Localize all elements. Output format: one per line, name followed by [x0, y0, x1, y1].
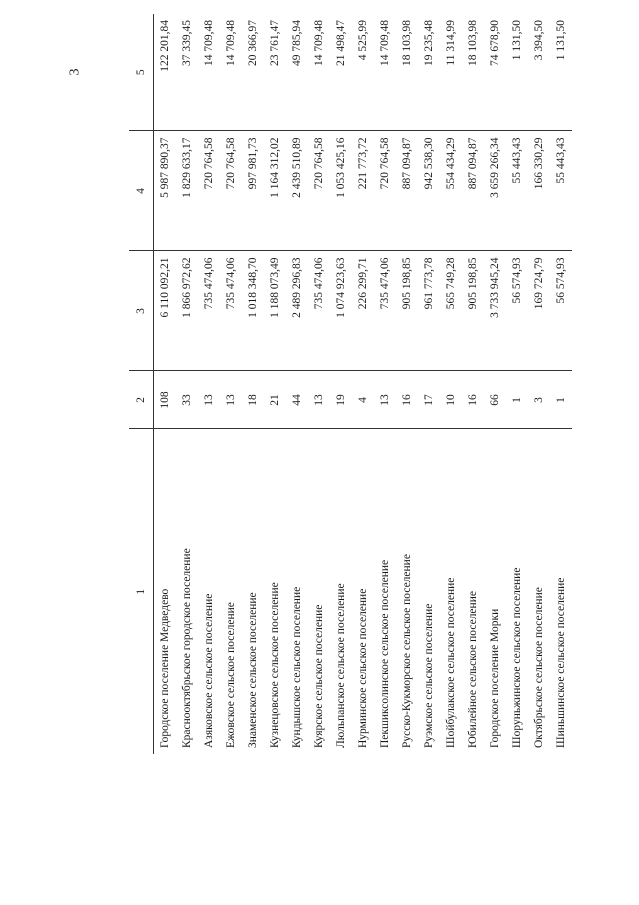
- table-row: [198, 14, 220, 754]
- amount-total-cell: 961 773,78: [418, 251, 440, 371]
- table-row: [286, 14, 308, 754]
- settlement-name-cell: Русско-Кукморское сельское поселение: [401, 554, 413, 748]
- amount-total-cell: 735 474,06: [374, 251, 396, 371]
- amount-total-cell: 735 474,06: [220, 251, 242, 371]
- amount-remainder-cell: 14 709,48: [220, 14, 242, 131]
- table-row: [418, 14, 440, 754]
- settlement-name-cell: Кузнецовское сельское поселение: [269, 582, 281, 748]
- table-row: [154, 14, 177, 754]
- table-row: [528, 14, 550, 754]
- amount-total-cell: 1 018 348,70: [242, 251, 264, 371]
- count-cell: 13: [308, 371, 330, 429]
- count-cell: 4: [352, 371, 374, 429]
- settlement-name-cell: Городское поселение Медведево: [159, 588, 171, 748]
- amount-remainder-cell: 122 201,84: [154, 14, 177, 131]
- amount-remainder-cell: 19 235,48: [418, 14, 440, 131]
- count-cell: 66: [484, 371, 506, 429]
- table-row: [220, 14, 242, 754]
- settlement-name-cell: Ежовское сельское поселение: [225, 602, 237, 748]
- table-row: [440, 14, 462, 754]
- settlement-name-cell: Шойбулакское сельское поселение: [445, 577, 457, 748]
- amount-remainder-cell: 21 498,47: [330, 14, 352, 131]
- amount-remainder-cell: 4 525,99: [352, 14, 374, 131]
- column-header-4: 4: [129, 131, 154, 251]
- table-row: [396, 14, 418, 754]
- settlement-name-cell: Знаменское сельское поселение: [247, 592, 259, 748]
- settlement-name-cell: Юбилейное сельское поселение: [467, 591, 479, 748]
- amount-total-cell: 565 749,28: [440, 251, 462, 371]
- settlement-name-cell: Шиньшинское сельское поселение: [555, 577, 567, 748]
- amount-total-cell: 905 198,85: [462, 251, 484, 371]
- amount-remainder-cell: 49 785,94: [286, 14, 308, 131]
- amount-remainder-cell: 18 103,98: [462, 14, 484, 131]
- settlement-name-cell: Краснооктябрьское городское поселение: [181, 548, 193, 748]
- amount-remainder-cell: 23 761,47: [264, 14, 286, 131]
- count-cell: 18: [242, 371, 264, 429]
- settlement-name-cell: Кундышское сельское поселение: [291, 586, 303, 748]
- column-header-2: 2: [129, 371, 154, 429]
- column-header-3: 3: [129, 251, 154, 371]
- amount-cell: 166 330,29: [528, 131, 550, 251]
- amount-cell: 942 538,30: [418, 131, 440, 251]
- settlement-name-cell: Люльпанское сельское поселение: [335, 583, 347, 748]
- amount-cell: 554 434,29: [440, 131, 462, 251]
- rotated-table-container: [129, 14, 573, 754]
- count-cell: 44: [286, 371, 308, 429]
- count-cell: 16: [396, 371, 418, 429]
- amount-remainder-cell: 14 709,48: [374, 14, 396, 131]
- amount-remainder-cell: 3 394,50: [528, 14, 550, 131]
- amount-cell: 3 659 266,34: [484, 131, 506, 251]
- amount-total-cell: 2 489 296,83: [286, 251, 308, 371]
- amount-remainder-cell: 14 709,48: [308, 14, 330, 131]
- table-row: [506, 14, 528, 754]
- amount-cell: 720 764,58: [308, 131, 330, 251]
- count-cell: 13: [198, 371, 220, 429]
- amount-remainder-cell: 37 339,45: [176, 14, 198, 131]
- count-cell: 21: [264, 371, 286, 429]
- table-row: [352, 14, 374, 754]
- amount-remainder-cell: 20 366,97: [242, 14, 264, 131]
- settlement-name-cell: Азяковское сельское поселение: [203, 593, 215, 748]
- amount-cell: 2 439 510,89: [286, 131, 308, 251]
- amount-total-cell: 735 474,06: [308, 251, 330, 371]
- amount-total-cell: 1 074 923,63: [330, 251, 352, 371]
- amount-cell: 1 053 425,16: [330, 131, 352, 251]
- amount-cell: 221 773,72: [352, 131, 374, 251]
- table-row: [330, 14, 352, 754]
- count-cell: 13: [374, 371, 396, 429]
- amount-cell: 720 764,58: [198, 131, 220, 251]
- settlement-name-cell: Шоруньжинское сельское поселение: [511, 567, 523, 748]
- count-cell: 3: [528, 371, 550, 429]
- table-row: [484, 14, 506, 754]
- amount-cell: 720 764,58: [220, 131, 242, 251]
- header-row: [129, 14, 154, 754]
- amount-total-cell: 1 188 073,49: [264, 251, 286, 371]
- amount-cell: 997 981,73: [242, 131, 264, 251]
- amount-cell: 887 094,87: [462, 131, 484, 251]
- table-row: [242, 14, 264, 754]
- page-number: 3: [67, 68, 83, 76]
- amount-total-cell: 56 574,93: [506, 251, 528, 371]
- amount-total-cell: 56 574,93: [550, 251, 572, 371]
- amount-cell: 887 094,87: [396, 131, 418, 251]
- amount-total-cell: 1 866 972,62: [176, 251, 198, 371]
- amount-total-cell: 905 198,85: [396, 251, 418, 371]
- subsidy-table: [129, 14, 572, 754]
- amount-remainder-cell: 74 678,90: [484, 14, 506, 131]
- count-cell: 108: [154, 371, 177, 429]
- count-cell: 1: [506, 371, 528, 429]
- amount-cell: 1 164 312,02: [264, 131, 286, 251]
- count-cell: 16: [462, 371, 484, 429]
- settlement-name-cell: Куярское сельское поселение: [313, 604, 325, 748]
- settlement-name-cell: Городское поселение Морки: [489, 608, 501, 748]
- count-cell: 1: [550, 371, 572, 429]
- count-cell: 10: [440, 371, 462, 429]
- table-row: [374, 14, 396, 754]
- amount-remainder-cell: 1 131,50: [506, 14, 528, 131]
- amount-total-cell: 6 110 092,21: [154, 251, 177, 371]
- amount-total-cell: 3 733 945,24: [484, 251, 506, 371]
- count-cell: 13: [220, 371, 242, 429]
- count-cell: 19: [330, 371, 352, 429]
- amount-total-cell: 169 724,79: [528, 251, 550, 371]
- table-row: [308, 14, 330, 754]
- amount-total-cell: 226 299,71: [352, 251, 374, 371]
- column-header-5: 5: [129, 14, 154, 131]
- settlement-name-cell: Руэмское сельское поселение: [423, 603, 435, 748]
- amount-total-cell: 735 474,06: [198, 251, 220, 371]
- amount-cell: 1 829 633,17: [176, 131, 198, 251]
- amount-remainder-cell: 18 103,98: [396, 14, 418, 131]
- table-row: [264, 14, 286, 754]
- count-cell: 17: [418, 371, 440, 429]
- amount-remainder-cell: 1 131,50: [550, 14, 572, 131]
- settlement-name-cell: Пекшиксолинское сельское поселение: [379, 559, 391, 748]
- amount-remainder-cell: 11 314,99: [440, 14, 462, 131]
- table-row: [550, 14, 572, 754]
- settlement-name-cell: Октябрьское сельское поселение: [533, 587, 545, 748]
- amount-cell: 55 443,43: [506, 131, 528, 251]
- settlement-name-cell: Нурминское сельское поселение: [357, 588, 369, 748]
- amount-cell: 5 987 890,37: [154, 131, 177, 251]
- amount-cell: 55 443,43: [550, 131, 572, 251]
- count-cell: 33: [176, 371, 198, 429]
- table-row: [462, 14, 484, 754]
- column-header-1: 1: [129, 429, 154, 754]
- amount-remainder-cell: 14 709,48: [198, 14, 220, 131]
- amount-cell: 720 764,58: [374, 131, 396, 251]
- table-row: [176, 14, 198, 754]
